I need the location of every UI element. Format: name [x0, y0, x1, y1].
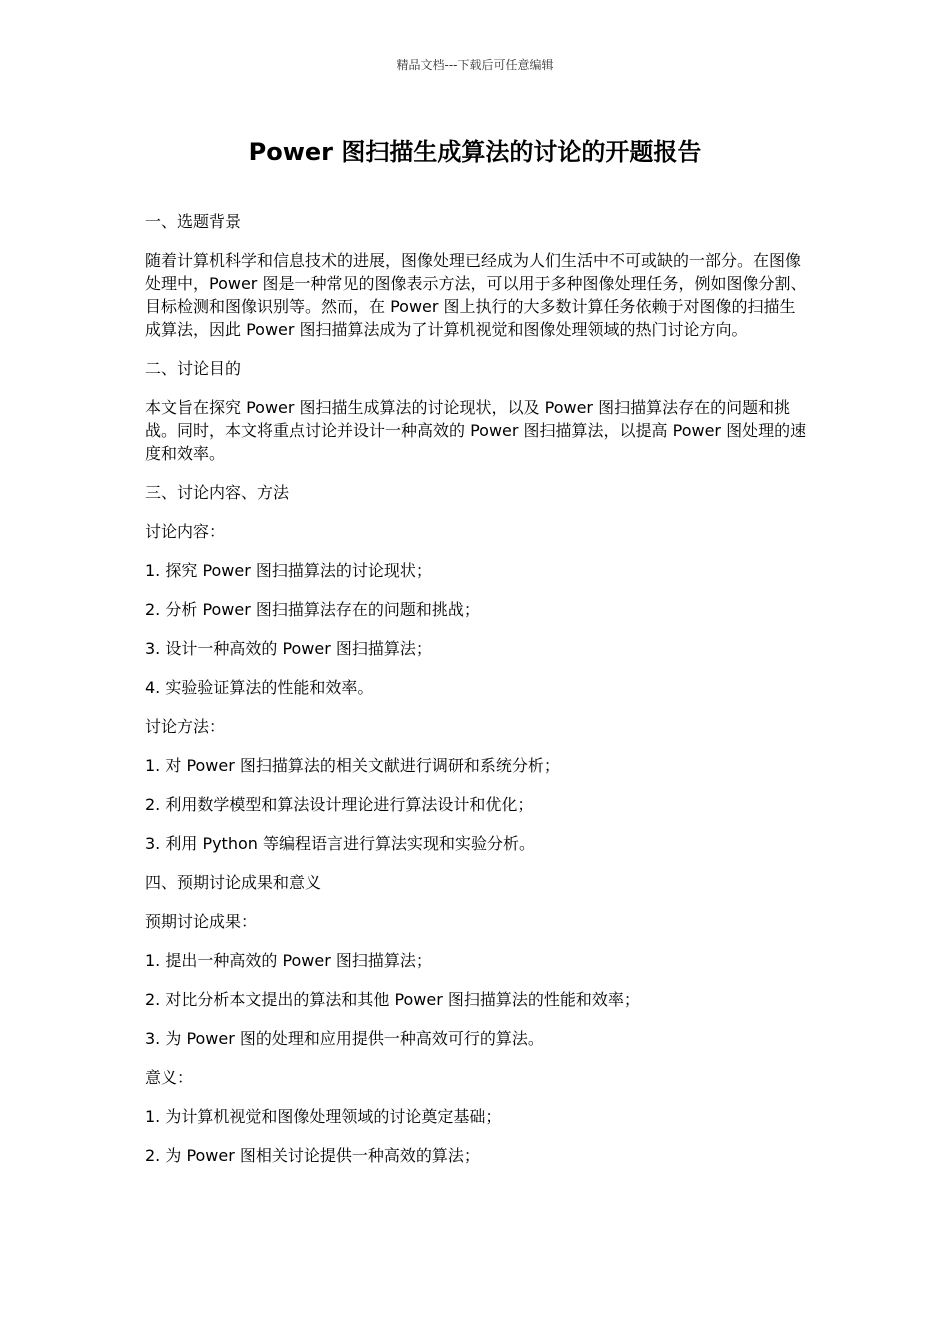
header-note: 精品文档---下载后可任意编辑 — [396, 58, 554, 72]
list-item: 1. 为计算机视觉和图像处理领域的讨论奠定基础； — [145, 1107, 502, 1126]
paragraph-background: 随着计算机科学和信息技术的进展，图像处理已经成为人们生活中不可或缺的一部分。在图像处理中，Power 图是一种常见的图像表示方法，可以用于多种图像处理任务，例如图像分割、目标检测和图像识别等。然而，在 Power 图上执行的大多数计算任务依赖于对图像的扫描生成算法，因此 Power 图扫描算法成为了计算机视觉和图像处理领域的热门讨论方向。 — [145, 251, 807, 339]
paragraph-purpose: 本文旨在探究 Power 图扫描生成算法的讨论现状，以及 Power 图扫描算法存在的问题和挑战。同时，本文将重点讨论并设计一种高效的 Power 图扫描算法，以提高 Power 图处理的速度和效率。 — [145, 398, 807, 463]
section-heading-purpose: 二、讨论目的 — [145, 359, 242, 378]
section-heading-background: 一、选题背景 — [145, 212, 242, 231]
list-item: 2. 利用数学模型和算法设计理论进行算法设计和优化； — [145, 795, 534, 814]
list-item: 1. 提出一种高效的 Power 图扫描算法； — [145, 951, 432, 970]
list-item: 3. 利用 Python 等编程语言进行算法实现和实验分析。 — [145, 834, 535, 853]
list-item: 4. 实验验证算法的性能和效率。 — [145, 678, 374, 697]
list-item: 3. 为 Power 图的处理和应用提供一种高效可行的算法。 — [145, 1029, 544, 1048]
subheading-significance: 意义： — [145, 1068, 194, 1087]
list-item: 1. 探究 Power 图扫描算法的讨论现状； — [145, 561, 432, 580]
subheading-method: 讨论方法： — [145, 717, 226, 736]
subheading-content: 讨论内容： — [145, 522, 226, 541]
section-heading-expected: 四、预期讨论成果和意义 — [145, 873, 322, 892]
list-item: 2. 分析 Power 图扫描算法存在的问题和挑战； — [145, 600, 480, 619]
section-heading-content-method: 三、讨论内容、方法 — [145, 483, 290, 502]
list-item: 2. 为 Power 图相关讨论提供一种高效的算法； — [145, 1146, 480, 1165]
document-body — [145, 210, 810, 1183]
list-item: 1. 对 Power 图扫描算法的相关文献进行调研和系统分析； — [145, 756, 560, 775]
list-item: 2. 对比分析本文提出的算法和其他 Power 图扫描算法的性能和效率； — [145, 990, 640, 1009]
list-item: 3. 设计一种高效的 Power 图扫描算法； — [145, 639, 432, 658]
document-title: Power 图扫描生成算法的讨论的开题报告 — [248, 138, 702, 166]
subheading-expected-results: 预期讨论成果： — [145, 912, 258, 931]
